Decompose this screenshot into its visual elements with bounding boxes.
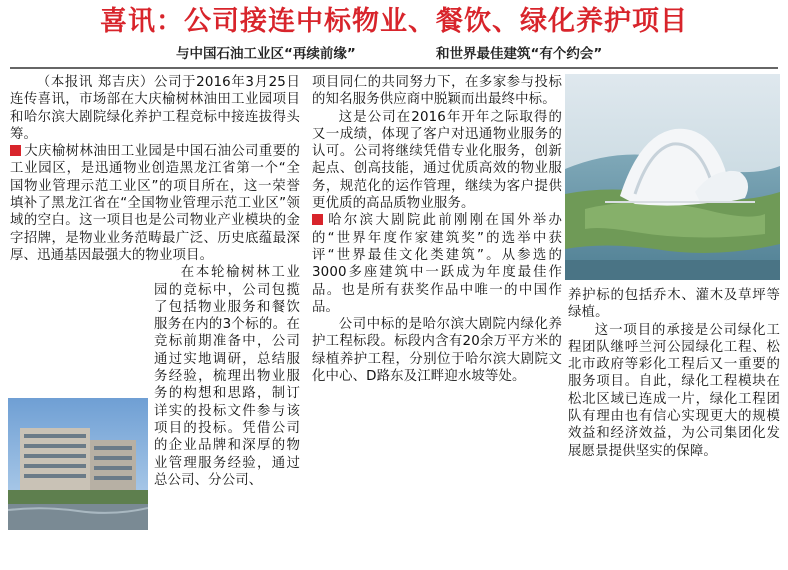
article-column-3 bbox=[568, 287, 780, 460]
article-column-2 bbox=[312, 74, 562, 385]
grand-theatre-photo bbox=[565, 74, 780, 280]
subheadline-1: 与中国石油工业区“再续前缘” bbox=[176, 46, 356, 62]
divider bbox=[10, 67, 778, 69]
paragraph-intro: （本报讯 郑吉庆）公司于2016年3月25日连传喜讯，市场部在大庆榆树林油田工业园项目和哈尔滨大剧院绿化养护工程竞标中接连拔得头筹。 bbox=[10, 75, 300, 142]
paragraph-maintenance: 养护标的包括乔木、灌木及草坪等绿植。 bbox=[568, 288, 780, 321]
section-marker-icon bbox=[10, 145, 21, 156]
paragraph-grand-theatre-text: 哈尔滨大剧院此前刚刚在国外举办的“世界年度作家建筑奖”的选举中获评“世界最佳文化类建筑”。从参选的3000多座建筑中一跃成为年度最佳作品。也是所有获奖作品中唯一的中国作品。 bbox=[312, 213, 562, 315]
section-marker-icon bbox=[312, 214, 323, 225]
paragraph-industrial-park bbox=[10, 143, 300, 264]
subheadline-2: 和世界最佳建筑“有个约会” bbox=[436, 46, 603, 62]
paragraph-industrial-park-text: 大庆榆树林油田工业园是中国石油公司重要的工业园区，是迅通物业创造黑龙江省第一个“全国物业管理示范工业区”的项目所在，这一荣誉填补了黑龙江省在“全国物业管理示范工业区”领域的空白。这一项目也是公司物业产业模块的金字招牌，是物业业务范畴最广泛、历史底蕴最深厚、迅通基因最强大的物业项目。 bbox=[10, 144, 300, 263]
paragraph-grand-theatre bbox=[312, 212, 562, 316]
paragraph-green-section: 公司中标的是哈尔滨大剧院内绿化养护工程标段。标段内含有20余万平方米的绿植养护工程，分别位于哈尔滨大剧院文化中心、D路东及江畔迎水坡等处。 bbox=[312, 317, 562, 385]
paragraph-bidding-text: 在本轮榆树林工业园的竞标中，公司包揽了包括物业服务和餐饮服务在内的3个标的。在竞标前期准备中，公司通过实地调研，总结服务经验，梳理出物业服务的构想和思路，制订详实的投标文件参与该项目的投标。凭借公司的企业品牌和深厚的物业管理服务经验，通过总公司、分公司、 bbox=[154, 265, 300, 488]
paragraph-achievement: 这是公司在2016年开年之际取得的又一成绩，体现了客户对迅通物业服务的认可。公司将继续凭借专业化服务，创新起点、创高技能，通过优质高效的物业服务，规范化的运作管理，继续为客户提供更优质的高品质物业服务。 bbox=[312, 109, 562, 212]
paragraph-continued: 项目同仁的共同努力下，在多家参与投标的知名服务供应商中脱颖而出最终中标。 bbox=[312, 75, 562, 108]
headline: 喜讯：公司接连中标物业、餐饮、绿化养护项目 bbox=[100, 6, 688, 37]
paragraph-significance: 这一项目的承接是公司绿化工程团队继呼兰河公园绿化工程、松北市政府等彩化工程后又一重要的服务项目。自此，绿化工程模块在松北区域已连成一片，绿化工程团队有理由也有信心实现更大的规模效益和经济效益，为公司集团化发展愿景提供坚实的保障。 bbox=[568, 322, 780, 459]
industrial-park-photo bbox=[8, 398, 148, 530]
